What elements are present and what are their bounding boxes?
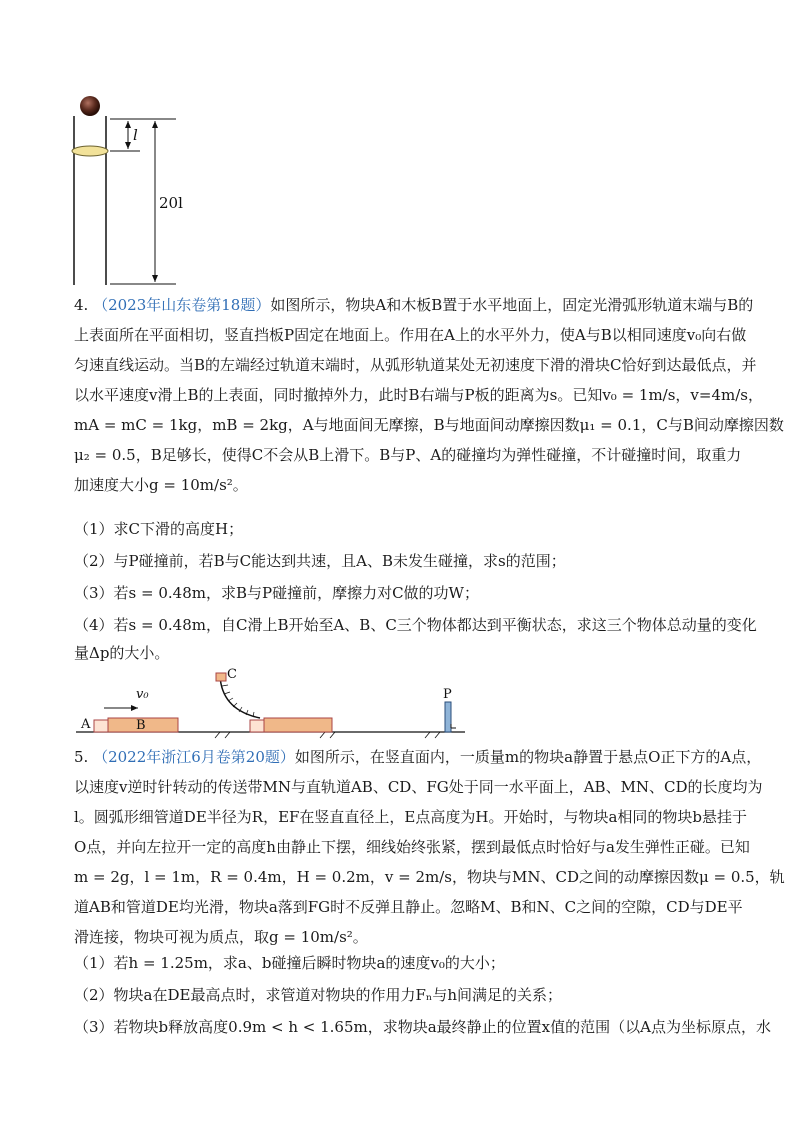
label-20l: 20l [159, 194, 183, 212]
blocks-figure [70, 662, 470, 740]
q5-line-2: l。圆弧形细管道DE半径为R，EF在竖直直径上，E点高度为H。开始时，与物块a相同的物块b悬挂于 [74, 808, 748, 826]
disc [72, 146, 108, 156]
q4-source: （2023年山东卷第18题） [93, 296, 271, 314]
q5-sub-1: （1）若h = 1.25m，求a、b碰撞后瞬时物块a的速度v₀的大小； [74, 954, 505, 972]
tube-figure [60, 88, 200, 288]
q5-source: （2022年浙江6月卷第20题） [93, 748, 295, 766]
q5-stem [74, 742, 785, 952]
q4-line-0: 如图所示，物块A和木板B置于水平地面上，固定光滑弧形轨道末端与B的 [270, 296, 754, 314]
label-P: P [443, 687, 452, 702]
wall-P [445, 702, 451, 732]
q4-number: 4. [74, 296, 89, 314]
block-A [94, 720, 108, 732]
q5-sub-2: （2）物块a在DE最高点时，求管道对物块的作用力Fₙ与h间满足的关系； [74, 986, 563, 1004]
q4-sub-4: （4）若s = 0.48m，自C滑上B开始至A、B、C三个物体都达到平衡状态，求这三个物体总动量的变化 [74, 616, 757, 634]
q5-line-6: 滑连接，物块可视为质点，取g = 10m/s²。 [74, 928, 368, 946]
q5-line-1: 以速度v逆时针转动的传送带MN与直轨道AB、CD、FG处于同一水平面上，AB、MN、CD的长度均为 [74, 778, 763, 796]
q5-sub-3: （3）若物块b释放高度0.9m < h < 1.65m，求物块a最终静止的位置x值的范围（以A点为坐标原点，水 [74, 1018, 771, 1036]
q4-sub-1: （1）求C下滑的高度H； [74, 520, 244, 538]
q5-line-3: O点，并向左拉开一定的高度h由静止下摆，细线始终张紧，摆到最低点时恰好与a发生弹性正碰。已知 [74, 838, 750, 856]
q4-line-2: 匀速直线运动。当B的左端经过轨道末端时，从弧形轨道某处无初速度下滑的滑块C恰好到达最低点，并 [74, 356, 757, 374]
label-v0: v₀ [136, 687, 149, 702]
q4-line-4: mA = mC = 1kg，mB = 2kg，A与地面间无摩擦，B与地面间动摩擦因数μ₁ = 0.1，C与B间动摩擦因数 [74, 416, 784, 434]
q4-line-1: 上表面所在平面相切，竖直挡板P固定在地面上。作用在A上的水平外力，使A与B以相同速度v₀向右做 [74, 326, 747, 344]
q4-line-6: 加速度大小g = 10m/s²。 [74, 476, 248, 494]
q4-line-5: μ₂ = 0.5，B足够长，使得C不会从B上滑下。B与P、A的碰撞均为弹性碰撞，不计碰撞时间，取重力 [74, 446, 742, 464]
block-C [216, 673, 226, 681]
label-l: l [133, 126, 138, 144]
q4-sub-3: （3）若s = 0.48m，求B与P碰撞前，摩擦力对C做的功W； [74, 584, 479, 602]
label-B: B [136, 718, 146, 733]
q4-sub-2: （2）与P碰撞前，若B与C能达到共速，且A、B未发生碰撞，求s的范围； [74, 552, 566, 570]
q4-line-3: 以水平速度v滑上B的上表面，同时撤掉外力，此时B右端与P板的距离为s。已知v₀ = 1m/s，v=4m/s， [74, 386, 763, 404]
q5-line-4: m = 2g，l = 1m，R = 0.4m，H = 0.2m，v = 2m/s，物块与MN、CD之间的动摩擦因数μ = 0.5，轨 [74, 868, 785, 886]
label-A: A [81, 717, 91, 732]
q4-stem [74, 290, 784, 500]
q4-sub-4-cont: 量Δp的大小。 [74, 644, 170, 662]
label-C: C [227, 667, 237, 682]
arc-track [220, 676, 260, 718]
q5-number: 5. [74, 748, 89, 766]
ball [80, 96, 100, 116]
q5-line-5: 道AB和管道DE均光滑，物块a落到FG时不反弹且静止。忽略M、B和N、C之间的空隙，CD与DE平 [74, 898, 743, 916]
q5-line-0: 如图所示，在竖直面内，一质量m的物块a静置于悬点O正下方的A点， [294, 748, 762, 766]
